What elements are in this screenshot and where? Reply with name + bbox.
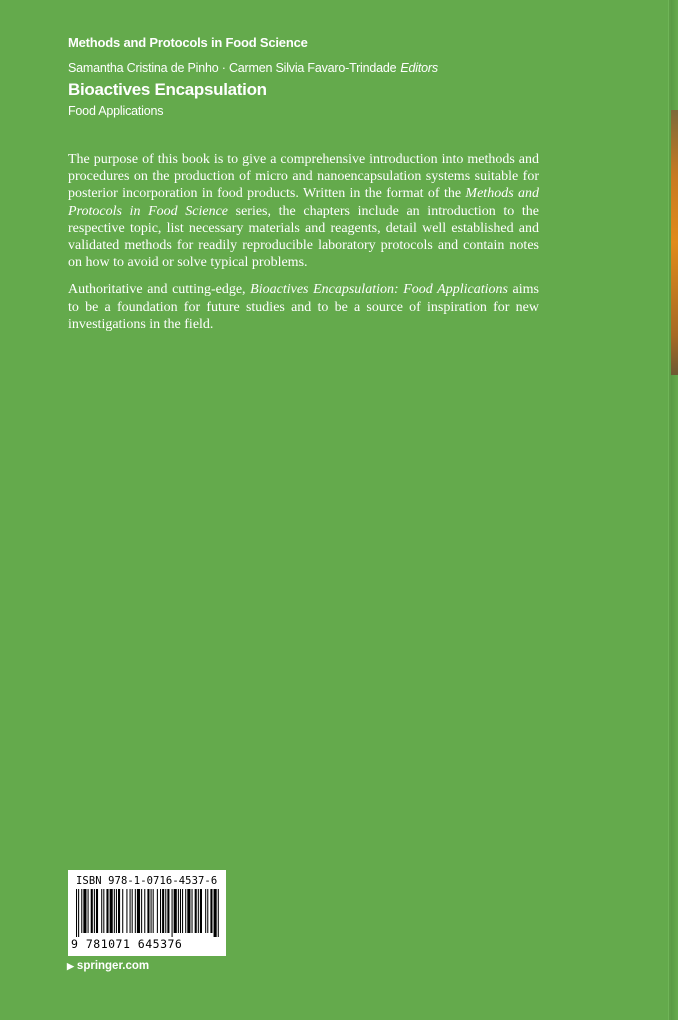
barcode-icon [74, 889, 220, 937]
barcode-bar [122, 889, 123, 933]
barcode-bar [81, 889, 82, 933]
barcode-digits: 9 781071 645376 [71, 937, 183, 951]
book-subtitle: Food Applications [68, 104, 164, 118]
barcode-bar [103, 889, 104, 933]
barcode-bar [198, 889, 199, 933]
barcode-bar [91, 889, 93, 933]
description-paragraph-1 [68, 151, 539, 271]
barcode-bar [101, 889, 102, 933]
editors-line [68, 61, 438, 75]
barcode-bar [76, 889, 77, 937]
barcode-bar [187, 889, 190, 933]
barcode-bar [144, 889, 145, 933]
barcode-bar [116, 889, 117, 933]
barcode-bar [141, 889, 142, 933]
barcode-bar [130, 889, 131, 933]
barcode-bar [167, 889, 169, 933]
publisher-url: springer.com [76, 960, 150, 972]
barcode-bar [160, 889, 161, 933]
barcode-bar [185, 889, 186, 933]
description-text: aims to be a foundation for future studies and to be a source of inspiration for new investigations in the field. [68, 282, 539, 332]
barcode-bar [157, 889, 158, 933]
barcode-bar [214, 889, 217, 937]
barcode-bar [96, 889, 98, 933]
isbn-barcode-box [68, 870, 226, 956]
barcode-bar [200, 889, 202, 933]
barcode-bar [94, 889, 95, 933]
description-paragraph-2 [68, 281, 539, 333]
barcode-bar [106, 889, 108, 933]
book-title-italic: Bioactives Encapsulation: Food Applications [250, 282, 508, 298]
editors-names: Samantha Cristina de Pinho · Carmen Silvia Favaro-Trindade [68, 61, 397, 75]
barcode-bar [165, 889, 166, 933]
book-title: Bioactives Encapsulation [68, 80, 267, 99]
arrow-right-icon: ▶ [67, 960, 74, 971]
book-description [68, 151, 539, 343]
barcode-bar [174, 889, 177, 933]
description-text: Authoritative and cutting-edge, [68, 282, 251, 298]
publisher-link[interactable] [67, 960, 149, 972]
barcode-bar [182, 889, 183, 933]
editors-role: Editors [400, 61, 438, 75]
barcode-bar [118, 889, 120, 933]
spine-accent-strip [671, 110, 678, 375]
barcode-bar [132, 889, 133, 933]
barcode-bar [153, 889, 154, 933]
series-name-italic: Methods and Protocols in Food Science [68, 186, 539, 219]
barcode-bar [162, 889, 164, 933]
barcode-bar [207, 889, 208, 933]
barcode-bar [172, 889, 173, 937]
barcode-bar [195, 889, 197, 933]
barcode-bar [126, 889, 127, 933]
barcode-bar [151, 889, 152, 933]
isbn-label: ISBN 978-1-0716-4537-6 [76, 875, 218, 887]
barcode-bar [178, 889, 179, 933]
description-text: series, the chapters include an introduction to the respective topic, list necessary materials and reagents, detail well established and validated methods for readily reproducible laboratory protocols and contain notes on how to avoid or solve typical problems. [68, 203, 539, 271]
barcode-bar [135, 889, 136, 933]
series-title: Methods and Protocols in Food Science [68, 35, 308, 50]
barcode-bar [205, 889, 206, 933]
barcode-bar [78, 889, 79, 937]
barcode-bar [88, 889, 89, 933]
description-text: The purpose of this book is to give a comprehensive introduction into methods and procedures on the production of micro and nanoencapsulation systems suitable for posterior incorporation in food products. Written in the format of the [68, 152, 539, 202]
barcode-bar [192, 889, 193, 933]
barcode-bar [114, 889, 115, 933]
barcode-bar [210, 889, 212, 933]
barcode-bar [110, 889, 113, 933]
barcode-bar [137, 889, 140, 933]
barcode-bar [180, 889, 181, 933]
barcode-bar [218, 889, 219, 937]
barcode-bar [83, 889, 86, 933]
barcode-bar [147, 889, 149, 933]
